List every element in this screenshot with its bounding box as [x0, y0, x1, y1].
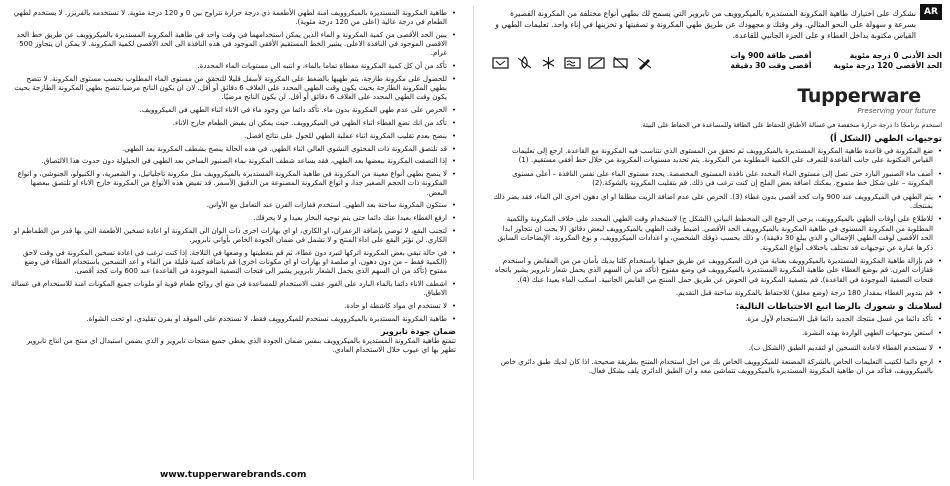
list-item: • ارفع الغطاء بعيدا عنك دائما حتى يتم توجيه البخار بعيدا و لا يحرقك.	[10, 213, 456, 222]
no-sharp-icon	[636, 55, 653, 69]
left-column	[0, 0, 470, 486]
spec-values	[730, 51, 942, 71]
list-item: • أضف ماء الصنبور البارد حتى تصل إلى مستوى الماء المحدد على نافذة المستوى المخصصة. يحدد مستوى الماء على نفس النافذة – أعلى مستوى المكرونة – على شكل خط متموج. يمكنك اضافة بعض الملح إن كنت ترغب في ذلك. قم بتقليب المكرونة بالشوكة.(2)	[492, 169, 942, 188]
list-item: • للاطلاع على أوقات الطهي بالميكروويف، يرجى الرجوع الى المخطط البياني (الشكل ج) لاستخدام وقت الطهي المحدد على خلاف المكرونة والكمية المطلوبة من المكرونة المستوى في طاهية المكرونة بالميكروويف الحد الأقصى. اضبط وقت الطهي بالميكروويف لبعض دقائق (لا يجب ان تتجاوز ابدا الحد الأقصى لوقت الطهي الإجمالي و الذي يبلغ 30 دقيقة). و ذلك بحسب ذوقك الشخصي، و اعدادات الميكروويف، و نوع المكرونة. الإيضاحات السابق ذكرها عبارة عن توجيهات قد تختلف باختلاف أنواع المكرونة.	[492, 214, 942, 252]
list-item: • في حالة تبقي بعض المكرونة اتركها لتبرد دون غطاء، ثم قم بتغطيتها و وضعها في الثلاجة. إذا كنت ترغب في اعادة تسخين المكرونة في وقت لاحق (الكمية فقط – من دون دهون، او صلصة او بهارات او اي مكونات اخرى) قم باضافة كمية قليلة من الماء و اعد التسخين باستخدام الغطاء في وضع مفتوح (تأكد من ان السهم الذي يحمل الشعار تابروير يشير الى فتحات التصفية الموجودة في القاعدة) عند 600 وات كحد أقصى.	[10, 248, 456, 276]
list-item: • لتجنب البقع، لا توصي بإضافة الزعفران، او الكاري، او اي بهارات اخرى ذات الوان الى المكرونة او اعادة تسخين الأطعمة التي بها قدر من الطماطم او الكاري. لن تؤثر البقع على اداء المنتج و لا تشمل في ضمان الجودة الخاص بأواني تابروير.	[10, 226, 456, 244]
list-item: • ينصح بعدم تقليب المكرونة اثناء عملية الطهي للحول على نتائج افضل.	[10, 131, 456, 140]
list-item: • تأكد من انك تضع الغطاء اثناء الطهي في الميكروويف. حيث يمكن ان يفيض الطعام خارج الاناء.	[10, 118, 456, 127]
freezer-icon	[540, 55, 557, 69]
dishwasher-note: استخدم برنامجًا ذا درجة حرارة منخفضة في غسالة الأطباق للحفاظ على الطاقة وللمساعدة في الحفاظ على البيئة.	[640, 121, 942, 129]
list-item: • لا تستخدم الغطاء لاعادة التسخين او لتقديم الطبق (الشكل ب).	[492, 343, 942, 352]
guarantee-title: ضمان جودة تابروير	[380, 326, 456, 336]
max-time-text: أقصى وقت 30 دقيقة	[730, 61, 812, 70]
list-item: • قم بإزالة طاهية المكرونة المستديرة بالميكروويف بعناية من فرن الميكروويف عن طريق حملها باستخدام كلتا يديك بأمان من من المقابض و استخدم قفازات الفرن. قم بوضع الغطاء على طاهية المكرونة المستديرة بالميكروويف في وضع مفتوح (تأكد من أن السهم الذي يحمل شعار تابروير يشير باتجاه فتحات التصفية الموجودة في القاعدة). قم بتصفية المكرونة في الحوض عن طريق حمل المنتج من القابض الجانبية. اسكب الماء بعيدا عنك (4).	[492, 256, 942, 284]
column-divider	[473, 6, 474, 480]
list-item: • تأكد من أن كل كمية المكرونة مغطاة تماما بالماء، و انتبه الى مستويات الماء المحددة.	[10, 61, 456, 70]
list-item: • ضع المكرونة في قاعدة طاهية المكرونة المستديرة بالميكروويف ثم تحقق من المستوى الذي تتناسب فيه المكرونة مع القاعدة. ارجع إلى تعليمات القياس المكتوبة على جانب القاعدة للتعرف على الكمية المطلوبة من المكرونة. يتم تحديد مستويات المكرونة من خلال خط أفقي مستقيم. (1)	[492, 146, 942, 165]
list-item: • لا تستخدم اي مواد كاشطة او حادة.	[10, 301, 456, 310]
list-item: • لا ينصح بطهي أنواع معينة من المكرونة في طاهية المكرونة المستديرة بالميكروويف مثل مكرونة تاجلياتيل، و الشعيرية، و الكنيولو، الجنوشي، و انواع المكرونة ذات الحجم الصغير جدا، و انواع المكرونة المصنوعة من الدقيق الأسمر. قد تفيض هذه الأنواع من المكرونة خارج الاناء او تلتصق ببعضها البعض.	[10, 169, 456, 197]
intro-text: نشكرك على اختيارك طاهية المكرونة المستديرة بالميكروويف من تابروير التي يسمح لك بطهي أنواع مختلفة من المكرونة القصيرة بسرعة و سهولة على النحو المثالي. وفر وقتك و مجهودك عن طريق طهي المكرونة و تصفيتها و تخزينها في إناء واحد. تعليمات الطهي و القياس مكتوبة بداخل الغطاء و على الجزء الجانبي للقاعدة.	[495, 9, 916, 40]
min-temp-text: الحد الأدنى 0 درجة مئوية	[849, 51, 942, 60]
specs-row	[492, 51, 942, 71]
list-item: • طاهية المكرونة المستديرة بالميكروويف تستخدم للميكروويف فقط، لا تستخدم على الموقد او بفرن تقليدي، او تحت الشواة.	[10, 314, 456, 323]
safety-list	[492, 314, 942, 376]
guarantee-text: تتمتع طاهية المكرونة المستديرة بالميكروويف بنفس ضمان الجودة الذي يغطي جميع منتجات تابروير و الذي يضمن استبدال اي منتج من انتاج تابروير تظهر بها اي عيوب خلال الاستخدام العادي.	[26, 335, 456, 355]
max-power-text: أقصى طاقة 900 وات	[730, 51, 812, 60]
cooking-directions-list	[492, 146, 942, 298]
list-item: • الحرص على عدم طهي المكرونة بدون ماء. تأكد دائما من وجود ماء في الاناء اثناء الطهي في الميكروويف.	[10, 105, 456, 114]
list-item: • قم بتدوير الغطاء بمقدار 180 درجة (وضع مغلق) للاحتفاظ بالمكرونة ساخنة قبل التقديم.	[492, 288, 942, 297]
list-item: • اشطف الاناء دائما بالماء البارد على الفور عقب الاستخدام للمساعدة في منع اي روائح طعام قوية او ملونات جميع المكونات امنة للاستخدام في غسالة الاطباق.	[10, 279, 456, 297]
logo-wordmark: Tupperware	[797, 85, 921, 107]
list-item: • استعن بتوجيهات الطهي الواردة بهذه النشرة.	[492, 328, 942, 337]
list-item: • تأكد دائما من غسل منتجك الجديد دائما قبل الاستخدام لأول مرة.	[492, 314, 942, 323]
cooking-directions-title: توجيهات الطهي (الشكل أ)	[829, 134, 942, 144]
list-item: • طاهية المكرونة المستديرة بالميكروويف امنة لطهي الأطعمة ذي درجة حرارة تتراوح بين 0 و 120 درجة مئوية. لا تستخدمه بالفريزر. لا يستخدم لطهي الطعام في درجة عالية (اعلى من 120 درجة مئوية).	[10, 8, 456, 26]
stovetop-icon	[588, 55, 605, 69]
no-oven-icon	[612, 55, 629, 69]
list-item: • يبين الحد الأقصى من كمية المكرونة و الماء الذين يمكن استخدامهما في وقت واحد في طاهية المكرونة المستديرة بالميكروويف عن طريق خط الحد الاقصى الموجود في النافذة الاعلى. يشير الخط المستقيم الأفقي الموجود في هذه النافذة الى الحد الأقصى لكمية المكرونة. لا يمكن ان يتجاوز 500 غرام.	[10, 30, 456, 58]
list-item: • للحصول على مكرونة طازجة، يتم طهيها بالضغط على المكرونة لأسفل قليلا للتحقق من مستوى الماء المطلوب بحسب مستوى المكرونة. لا تتصح بطهي المكرونة الطازجة بحيث يكون وقت الطهي المحدد على الغلاف 6 دقائق أو أقل. لان ان يكون الناتج مرضيا.تنصح بطهي المكرونة الطازجة بحيث يكون وقت الطهي المحدد على الغلاف 6 دقائق أو أقل. لن يكون الناتج مرضيًا.	[10, 74, 456, 102]
brand-row	[492, 83, 942, 121]
usage-notes-list	[10, 8, 456, 323]
brand-website-link[interactable]: www.tupperwarebrands.com	[160, 470, 307, 480]
list-item: • يتم الطهي في الميكروويف عند 900 وات كحد أقصى بدون غطاء (3). الحرص على عدم اضافة الزيت مطلقا او اي دهون اخرى الى الماء، فقد يضر ذلك بمنتجك.	[492, 192, 942, 211]
logo-tagline: Preserving your future	[857, 107, 936, 115]
language-badge: AR	[920, 4, 942, 20]
list-item: • إذا التصقت المكرونة ببعضها بعد الطهي، فقد يساعد شطف المكرونة بماء الصنبور الساخن بعد الطهي في الحيلولة دون حدوث هذا الالتصاق.	[10, 156, 456, 165]
temperature-spec	[833, 51, 942, 71]
microwave-icon	[564, 55, 581, 69]
list-item: • ستكون المكرونة ساخنة بعد الطهي. استخدم قفازات الفرن عند التعامل مع الأواني.	[10, 200, 456, 209]
right-column	[480, 0, 950, 486]
tupperware-logo	[797, 85, 936, 115]
dishwasher-icon	[492, 55, 509, 69]
list-item: • قد تلتصق المكرونة ذات المحتوى النشوي العالي اثناء الطهي. في هذه الحالة ينصح بشطف المكرونة بعد الطهي.	[10, 144, 456, 153]
power-spec	[730, 51, 811, 71]
care-icons	[492, 51, 653, 69]
no-fire-icon	[516, 55, 533, 69]
max-temp-text: الحد الأقصى 120 درجة مئوية	[833, 61, 942, 70]
list-item: • ارجع دائما لكتيب التعليمات الخاص بالشركة المصنعة للميكروويف الخاص بك من اجل استخدام المنتج بطريقة صحيحة. اذا كان لديك طبق دائري خاص بالميكروويف، فتأكد من ان طاهية المكرونة المستديرة بالميكروويف تتماشى معه و ان الطبق الدائري يلف بشكل فعال.	[492, 357, 942, 376]
safety-title: لسلامتك و شعورك بالرضا اتبع الاحتياطات التالية:	[735, 301, 942, 312]
